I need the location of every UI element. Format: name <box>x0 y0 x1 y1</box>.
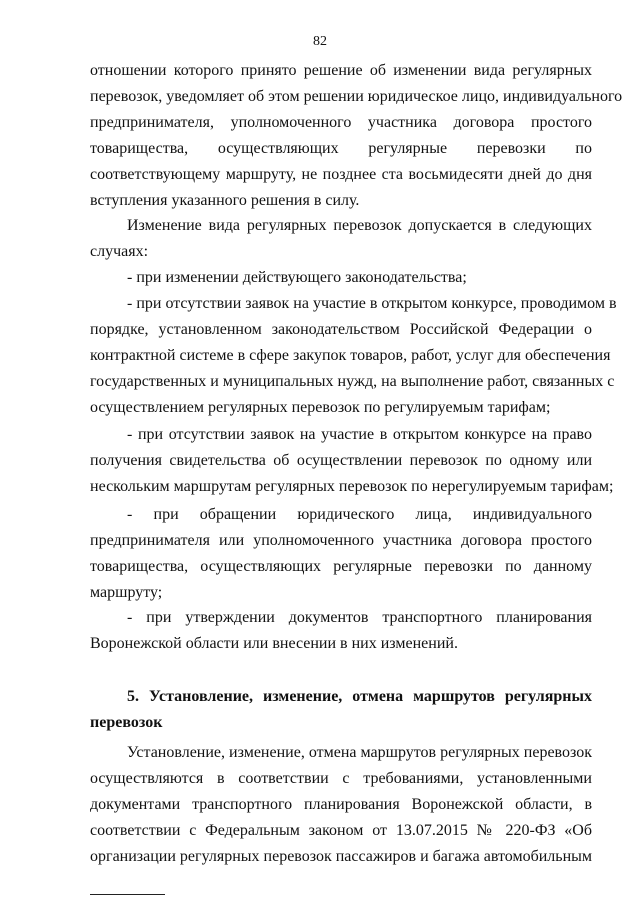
heading-line: 5. Установление, изменение, отмена маршрутов регулярных <box>127 688 592 705</box>
text-line: - при отсутствии заявок на участие в открытом конкурсе на право <box>127 426 592 443</box>
text-line: государственных и муниципальных нужд, на выполнение работ, связанных с <box>90 373 615 390</box>
text-line: Воронежской области или внесении в них изменений. <box>90 635 458 652</box>
text-line: порядке, установленном законодательством Российской Федерации о <box>90 321 592 338</box>
text-line: предпринимателя, уполномоченного участника договора простого <box>90 114 592 131</box>
paragraph-continuation <box>90 58 623 214</box>
list-item-unregulated-tariffs <box>90 422 614 500</box>
text-line: - при отсутствии заявок на участие в открытом конкурсе, проводимом в <box>127 295 617 312</box>
text-line: организации регулярных перевозок пассажиров и багажа автомобильным <box>90 848 592 865</box>
text-line: нескольким маршрутам регулярных перевозок по нерегулируемым тарифам; <box>90 478 614 495</box>
text-line: осуществлением регулярных перевозок по регулируемым тарифам; <box>90 399 551 416</box>
text-line: контрактной системе в сфере закупок товаров, работ, услуг для обеспечения <box>90 347 611 364</box>
text-line: соответствии с Федеральным законом от 13.07.2015 № 220-ФЗ «Об <box>90 822 592 839</box>
paragraph-section-body <box>90 740 592 870</box>
text-line: соответствующему маршруту, не позднее ста восьмидесяти дней до дня <box>90 166 592 183</box>
text-line: товарищества, осуществляющих регулярные перевозки по <box>90 140 592 157</box>
list-item-transport-planning <box>90 605 592 657</box>
text-line: документами транспортного планирования Воронежской области, в <box>90 796 592 813</box>
text-line: Установление, изменение, отмена маршрутов регулярных перевозок <box>127 744 592 761</box>
heading-line: перевозок <box>90 714 163 731</box>
list-item-regulated-tariffs <box>90 291 617 421</box>
text-line: - при обращении юридического лица, индивидуального <box>127 506 592 523</box>
text-line: маршруту; <box>90 584 163 601</box>
paragraph-cases-intro <box>90 213 592 265</box>
list-item-appeal <box>90 502 592 606</box>
footer-rule <box>90 894 165 895</box>
text-line: товарищества, осуществляющих регулярные перевозки по данному <box>90 558 592 575</box>
text-line: осуществляются в соответствии с требованиями, установленными <box>90 770 592 787</box>
list-item-legislation <box>90 265 592 291</box>
text-line: Изменение вида регулярных перевозок допускается в следующих <box>127 217 592 234</box>
section-heading <box>90 684 592 736</box>
text-line: предпринимателя или уполномоченного участника договора простого <box>90 532 592 549</box>
text-line: - при изменении действующего законодательства; <box>127 269 467 286</box>
text-line: отношении которого принято решение об изменении вида регулярных <box>90 62 592 79</box>
text-line: - при утверждении документов транспортного планирования <box>127 609 592 626</box>
page-number: 82 <box>313 34 327 49</box>
text-line: перевозок, уведомляет об этом решении юридическое лицо, индивидуального <box>90 88 623 105</box>
text-line: получения свидетельства об осуществлении перевозок по одному или <box>90 452 592 469</box>
text-line: вступления указанного решения в силу. <box>90 192 360 209</box>
text-line: случаях: <box>90 243 149 260</box>
